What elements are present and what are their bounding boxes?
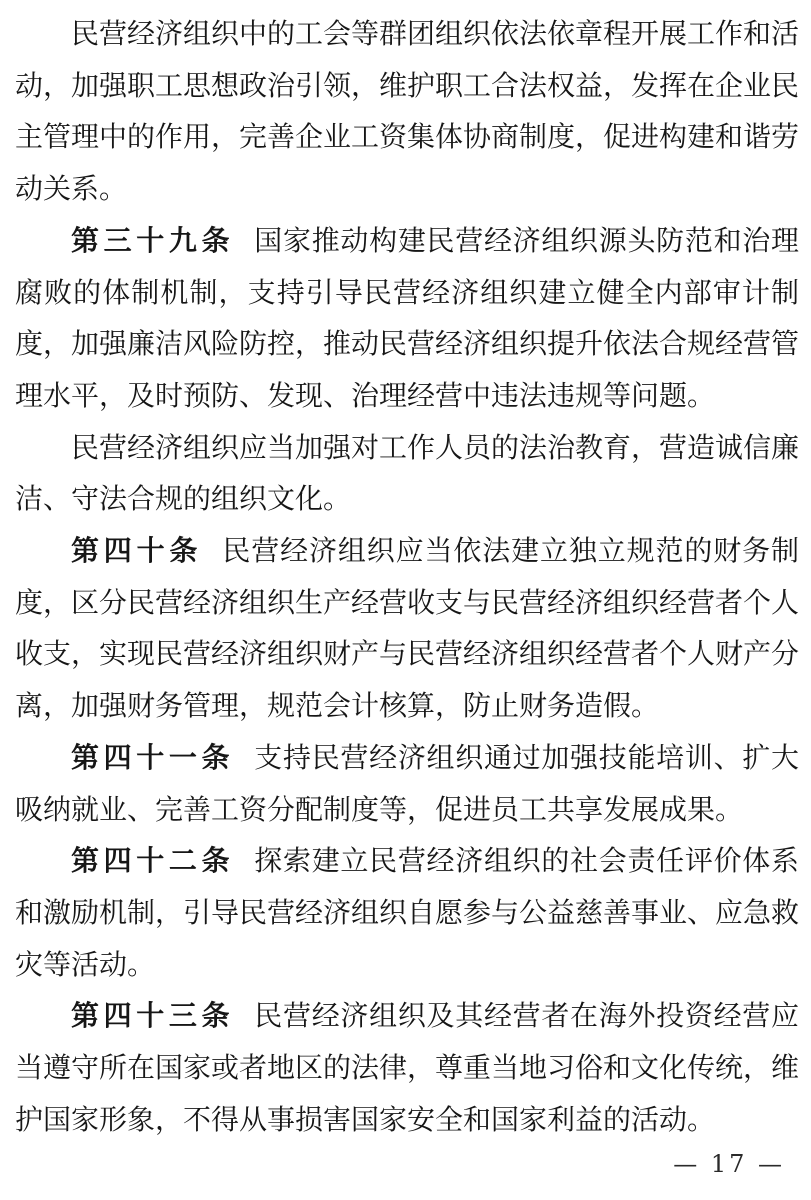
page-number: — 17 — bbox=[673, 1150, 785, 1178]
paragraph bbox=[15, 215, 799, 422]
paragraph-text: 民营经济组织应当依法建立独立规范的财务制度，区分民营经济组织生产经营收支与民营经济组织经营者个人收支，实现民营经济组织财产与民营经济组织经营者个人财产分离，加强财务管理，规范会计核算，防止财务造假。 bbox=[15, 534, 800, 723]
paragraph bbox=[15, 732, 799, 835]
paragraph bbox=[15, 525, 799, 732]
article-number: 第四十一条 bbox=[71, 740, 235, 774]
paragraph-text: 民营经济组织中的工会等群团组织依法依章程开展工作和活动，加强职工思想政治引领，维护职工合法权益，发挥在企业民主管理中的作用，完善企业工资集体协商制度，促进构建和谐劳动关系。 bbox=[15, 17, 800, 206]
article-number: 第三十九条 bbox=[71, 223, 235, 257]
paragraph-text: 国家推动构建民营经济组织源头防范和治理腐败的体制机制，支持引导民营经济组织建立健全内部审计制度，加强廉洁风险防控，推动民营经济组织提升依法合规经营管理水平，及时预防、发现、治理经营中违法违规等问题。 bbox=[15, 223, 800, 412]
article-number: 第四十二条 bbox=[71, 844, 235, 878]
paragraph bbox=[15, 835, 799, 990]
article-number: 第四十三条 bbox=[71, 999, 235, 1033]
paragraph-text: 支持民营经济组织通过加强技能培训、扩大吸纳就业、完善工资分配制度等，促进员工共享发展成果。 bbox=[15, 740, 799, 826]
paragraph bbox=[15, 990, 799, 1145]
article-number: 第四十条 bbox=[71, 534, 203, 568]
paragraph-text: 民营经济组织及其经营者在海外投资经营应当遵守所在国家或者地区的法律，尊重当地习俗和文化传统，维护国家形象，不得从事损害国家安全和国家利益的活动。 bbox=[15, 999, 800, 1136]
paragraph bbox=[15, 422, 799, 525]
paragraph-text: 民营经济组织应当加强对工作人员的法治教育，营造诚信廉洁、守法合规的组织文化。 bbox=[15, 430, 800, 516]
paragraph-text: 探索建立民营经济组织的社会责任评价体系和激励机制，引导民营经济组织自愿参与公益慈善事业、应急救灾等活动。 bbox=[15, 844, 800, 981]
paragraph bbox=[15, 8, 799, 215]
